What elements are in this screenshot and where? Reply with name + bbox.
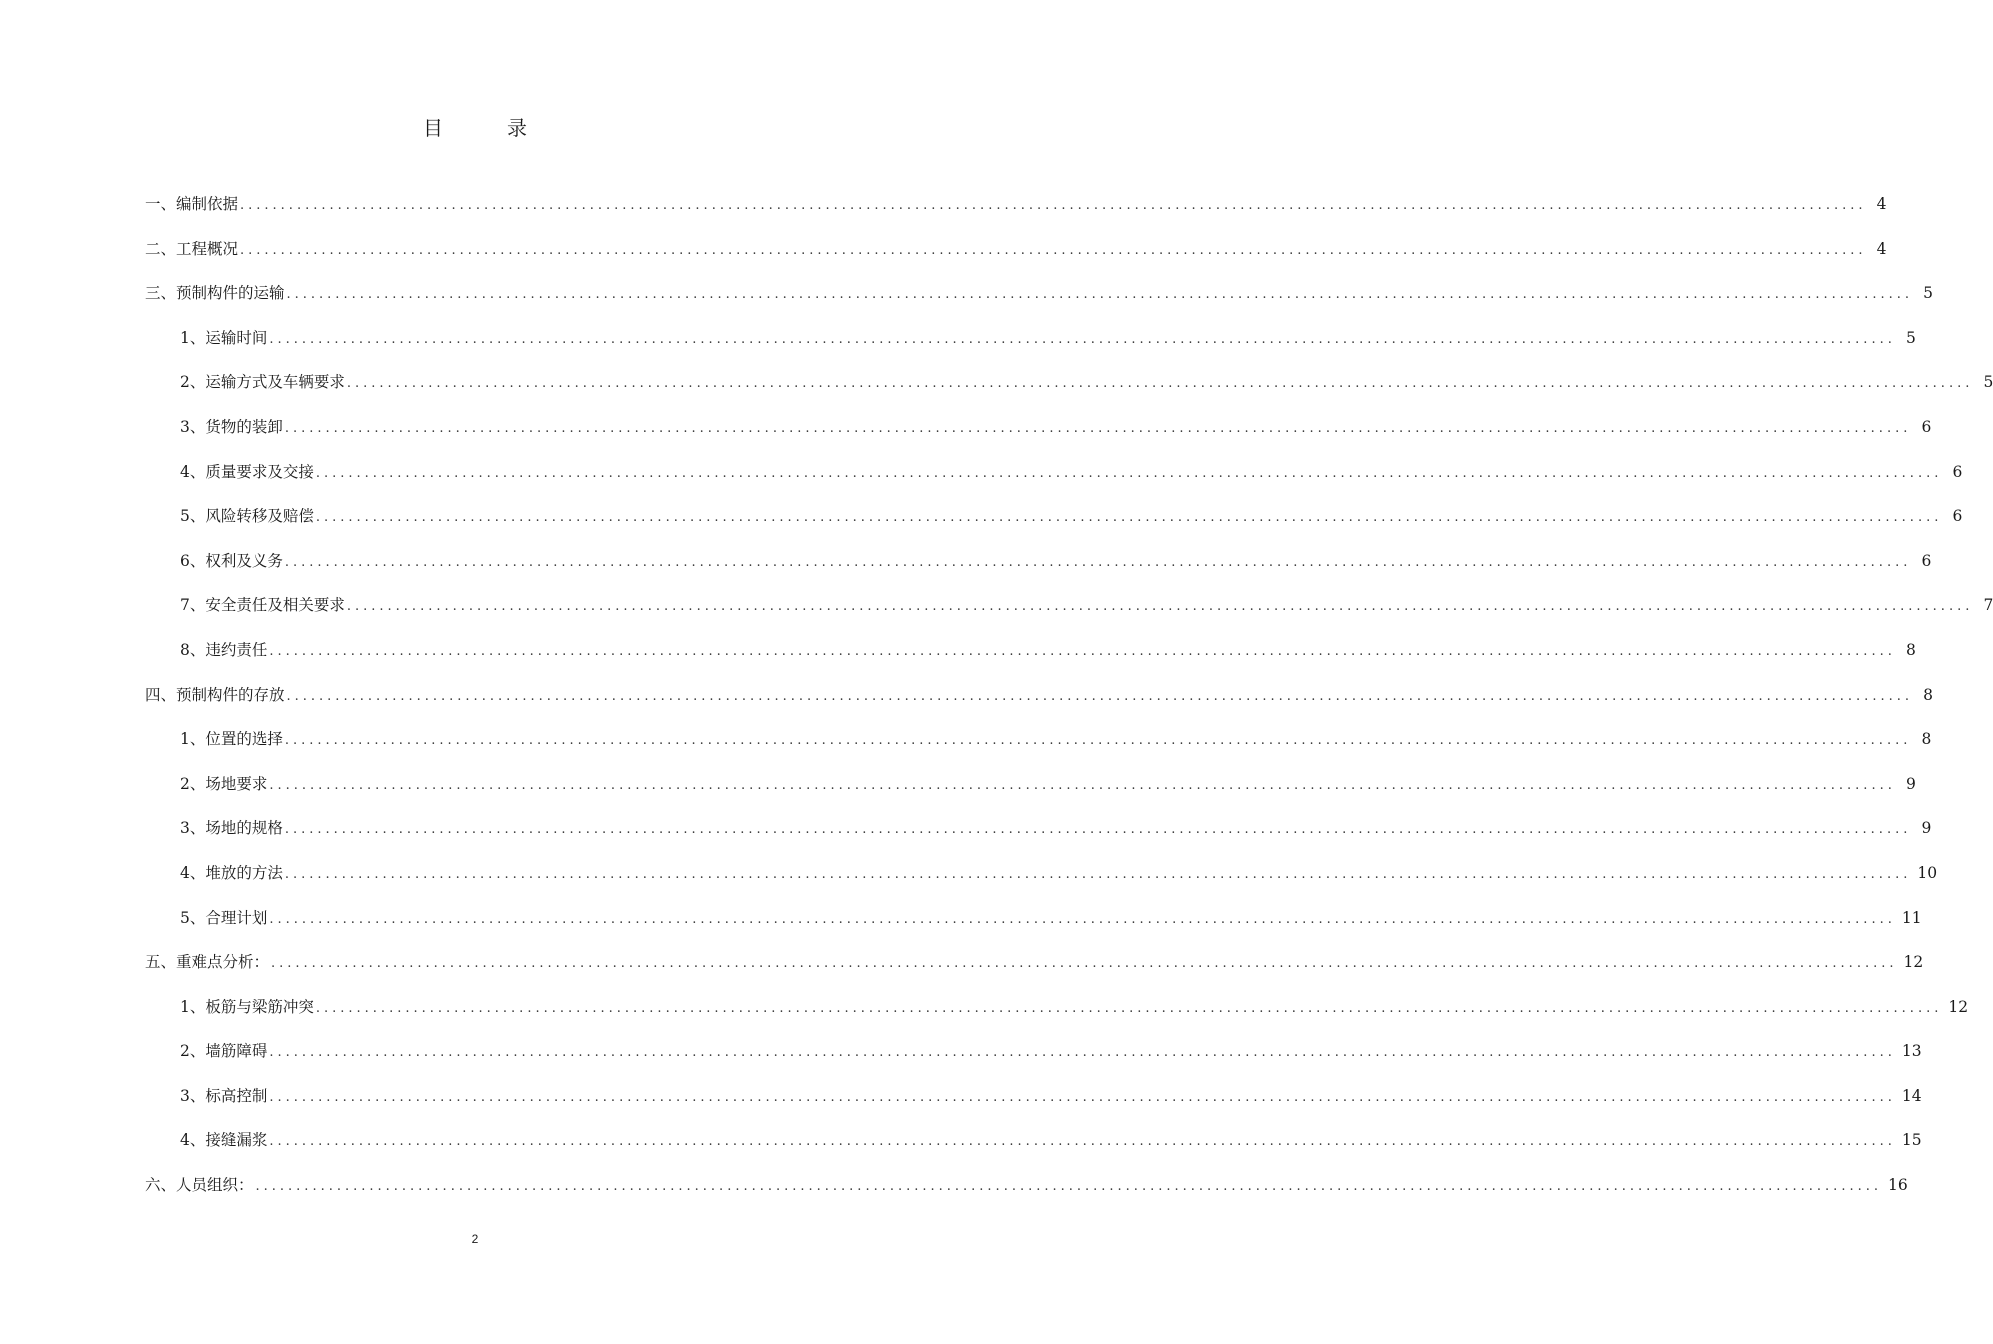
toc-entry-label: 1、运输时间 xyxy=(180,328,268,347)
toc-entry-page: 9 xyxy=(1921,819,1932,838)
toc-leader-dots: ........................................................................................................................................................................................................ xyxy=(255,1179,1882,1195)
toc-entry-page: 11 xyxy=(1901,908,1922,927)
toc-entry[interactable] xyxy=(145,460,1963,505)
toc-entry-page: 12 xyxy=(1903,953,1924,972)
toc-entry-page: 16 xyxy=(1887,1176,1908,1195)
toc-entry-label: 五、重难点分析： xyxy=(145,953,270,972)
toc-entry-page: 14 xyxy=(1901,1086,1922,1105)
toc-entry-label: 六、人员组织： xyxy=(145,1176,254,1195)
toc-entry-label: 二、工程概况 xyxy=(145,239,239,258)
toc-entry[interactable] xyxy=(145,638,1916,683)
toc-leader-dots: ........................................................................................................................................................................................................ xyxy=(284,866,1912,882)
toc-leader-dots: ........................................................................................................................................................................................................ xyxy=(315,465,1943,481)
toc-entry[interactable] xyxy=(145,1128,1922,1173)
toc-leader-dots: ........................................................................................................................................................................................................ xyxy=(269,1089,1896,1105)
toc-entry-label: 三、预制构件的运输 xyxy=(145,284,285,303)
toc-entry-label: 6、权利及义务 xyxy=(180,551,283,570)
toc-entry-page: 6 xyxy=(1952,507,1963,526)
toc-entry-label: 3、标高控制 xyxy=(180,1086,268,1105)
page-number: 2 xyxy=(471,1232,479,1246)
toc-leader-dots: ........................................................................................................................................................................................................ xyxy=(284,822,1912,838)
table-of-contents xyxy=(145,192,1993,1218)
toc-entry[interactable] xyxy=(145,995,1969,1040)
toc-entry[interactable] xyxy=(145,772,1916,817)
toc-entry[interactable] xyxy=(145,1039,1922,1084)
toc-leader-dots: ........................................................................................................................................................................................................ xyxy=(284,420,1912,436)
toc-entry-label: 7、安全责任及相关要求 xyxy=(180,596,345,615)
toc-entry[interactable] xyxy=(145,415,1932,460)
toc-entry-page: 5 xyxy=(1923,284,1933,303)
toc-leader-dots: ........................................................................................................................................................................................................ xyxy=(286,688,1913,704)
toc-entry-label: 8、违约责任 xyxy=(180,640,268,659)
toc-entry[interactable] xyxy=(145,683,1933,728)
toc-entry-page: 12 xyxy=(1948,997,1969,1016)
toc-entry-page: 4 xyxy=(1876,239,1887,258)
toc-entry-page: 13 xyxy=(1901,1042,1922,1061)
toc-entry-label: 5、风险转移及赔偿 xyxy=(180,507,314,526)
toc-leader-dots: ........................................................................................................................................................................................................ xyxy=(315,1000,1943,1016)
toc-entry-page: 6 xyxy=(1921,551,1932,570)
toc-entry-page: 5 xyxy=(1905,328,1916,347)
toc-entry-page: 6 xyxy=(1952,462,1963,481)
toc-entry-page: 7 xyxy=(1983,596,1993,615)
toc-leader-dots: ........................................................................................................................................................................................................ xyxy=(271,956,1898,972)
toc-entry[interactable] xyxy=(145,549,1932,594)
toc-title: 目 录 xyxy=(423,116,549,140)
toc-leader-dots: ........................................................................................................................................................................................................ xyxy=(286,287,1913,303)
toc-entry-label: 四、预制构件的存放 xyxy=(145,685,285,704)
toc-entry[interactable] xyxy=(145,861,1938,906)
toc-entry-label: 3、场地的规格 xyxy=(180,819,283,838)
toc-leader-dots: ........................................................................................................................................................................................................ xyxy=(269,331,1896,347)
toc-leader-dots: ........................................................................................................................................................................................................ xyxy=(315,510,1943,526)
toc-leader-dots: ........................................................................................................................................................................................................ xyxy=(284,554,1912,570)
toc-entry-page: 10 xyxy=(1917,863,1938,882)
toc-leader-dots: ........................................................................................................................................................................................................ xyxy=(284,733,1912,749)
toc-entry[interactable] xyxy=(145,281,1933,326)
toc-entry[interactable] xyxy=(145,326,1916,371)
toc-entry-label: 1、位置的选择 xyxy=(180,730,283,749)
toc-entry-label: 2、场地要求 xyxy=(180,774,268,793)
toc-entry-page: 9 xyxy=(1905,774,1916,793)
toc-entry[interactable] xyxy=(145,1173,1908,1218)
toc-entry-label: 2、运输方式及车辆要求 xyxy=(180,373,345,392)
toc-leader-dots: ........................................................................................................................................................................................................ xyxy=(269,643,1896,659)
toc-entry[interactable] xyxy=(145,370,1993,415)
toc-entry-label: 4、接缝漏浆 xyxy=(180,1131,268,1150)
toc-entry[interactable] xyxy=(145,906,1922,951)
toc-leader-dots: ........................................................................................................................................................................................................ xyxy=(269,911,1896,927)
toc-entry-label: 5、合理计划 xyxy=(180,908,268,927)
toc-leader-dots: ........................................................................................................................................................................................................ xyxy=(346,376,1974,392)
toc-entry-page: 8 xyxy=(1921,730,1932,749)
toc-entry[interactable] xyxy=(145,593,1993,638)
toc-entry-page: 4 xyxy=(1876,195,1887,213)
toc-entry[interactable] xyxy=(145,816,1932,861)
toc-entry-page: 5 xyxy=(1983,373,1993,392)
toc-entry-label: 4、堆放的方法 xyxy=(180,863,283,882)
toc-entry-label: 4、质量要求及交接 xyxy=(180,462,314,481)
toc-leader-dots: ........................................................................................................................................................................................................ xyxy=(269,777,1896,793)
toc-leader-dots: ........................................................................................................................................................................................................ xyxy=(346,599,1974,615)
toc-entry-label: 一、编制依据 xyxy=(145,195,239,213)
toc-entry[interactable] xyxy=(145,727,1932,772)
toc-leader-dots: ........................................................................................................................................................................................................ xyxy=(269,1045,1896,1061)
toc-entry[interactable] xyxy=(145,192,1887,237)
toc-leader-dots: ........................................................................................................................................................................................................ xyxy=(240,198,1867,213)
toc-entry[interactable] xyxy=(145,237,1887,282)
toc-entry-page: 15 xyxy=(1901,1131,1922,1150)
toc-entry-page: 8 xyxy=(1923,685,1933,704)
toc-entry[interactable] xyxy=(145,950,1924,995)
toc-entry-label: 2、墙筋障碍 xyxy=(180,1042,268,1061)
toc-entry-page: 6 xyxy=(1921,417,1932,436)
toc-entry-label: 3、货物的装卸 xyxy=(180,417,283,436)
toc-entry[interactable] xyxy=(145,1084,1922,1129)
toc-leader-dots: ........................................................................................................................................................................................................ xyxy=(269,1134,1896,1150)
toc-entry-page: 8 xyxy=(1905,640,1916,659)
toc-entry-label: 1、板筋与梁筋冲突 xyxy=(180,997,314,1016)
toc-leader-dots: ........................................................................................................................................................................................................ xyxy=(240,242,1867,258)
toc-entry[interactable] xyxy=(145,504,1963,549)
